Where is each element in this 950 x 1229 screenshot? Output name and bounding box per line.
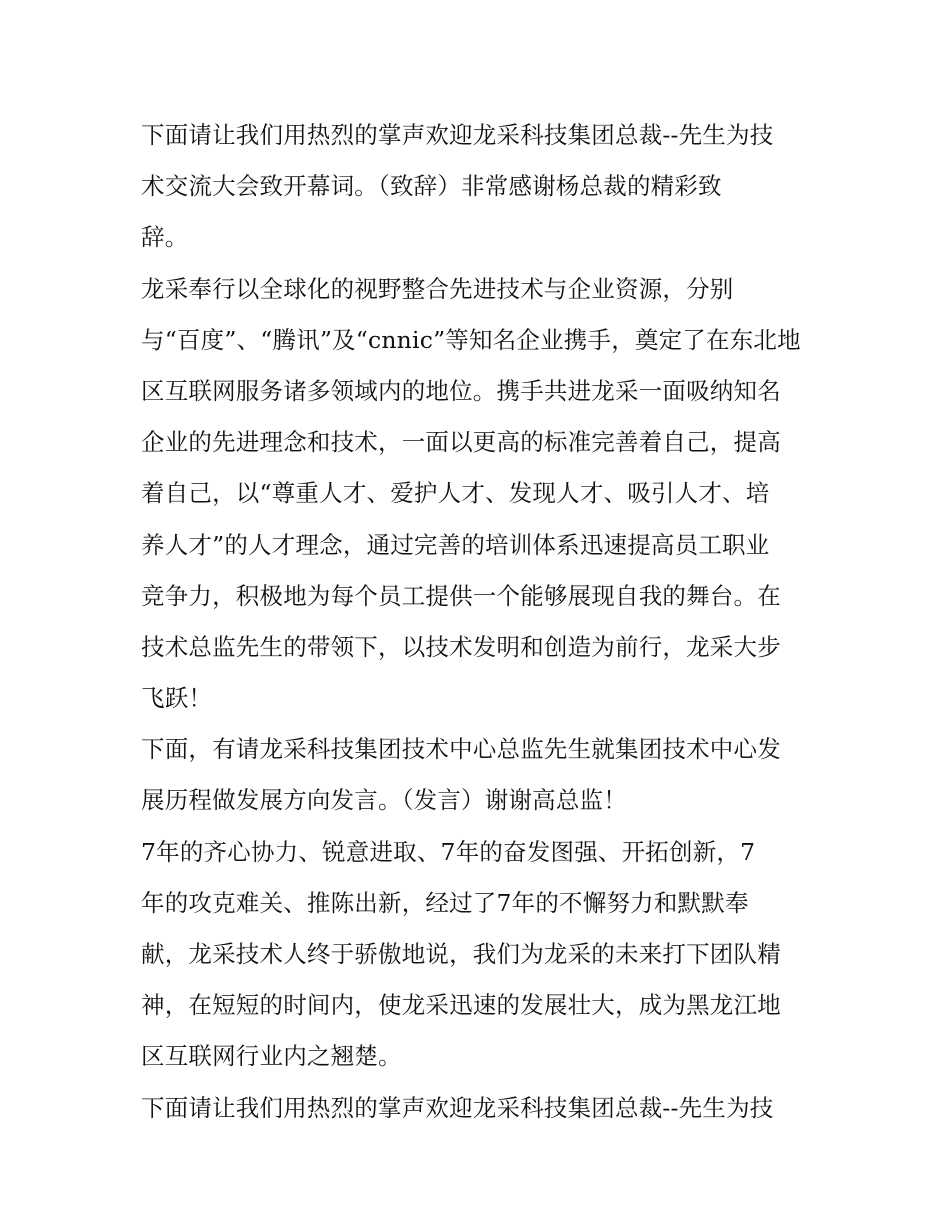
text-line: 龙采奉行以全球化的视野整合先进技术与企业资源，分别	[141, 274, 734, 303]
text-line: 区互联网服务诸多领域内的地位。携手共进龙采一面吸纳知名	[141, 376, 781, 405]
text-line: 献，龙采技术人终于骄傲地说，我们为龙采的未来打下团队精	[141, 940, 781, 968]
text-line: 竞争力，积极地为每个员工提供一个能够展现自我的舞台。在	[141, 581, 781, 610]
text-line: 神，在短短的时间内，使龙采迅速的发展壮大，成为黑龙江地	[141, 991, 781, 1020]
text-line: 年的攻克难关、推陈出新，经过了7年的不懈努力和默默奉	[141, 888, 749, 917]
text-line: 与“百度”、“腾讯”及“cnnic”等知名企业携手，奠定了在东北地	[141, 325, 801, 354]
text-line: 辞。	[141, 223, 189, 252]
text-line: 下面请让我们用热烈的掌声欢迎龙采科技集团总裁--先生为技	[141, 1093, 774, 1122]
text-line: 展历程做发展方向发言。（发言）谢谢高总监！	[141, 786, 627, 815]
text-line: 下面，有请龙采科技集团技术中心总监先生就集团技术中心发	[141, 735, 781, 764]
text-line: 技术总监先生的带领下，以技术发明和创造为前行，龙采大步	[141, 632, 781, 661]
text-line: 企业的先进理念和技术，一面以更高的标准完善着自己，提高	[141, 428, 781, 457]
document-body	[141, 110, 821, 1134]
text-line: 区互联网行业内之翘楚。	[141, 1042, 402, 1071]
text-line: 7年的齐心协力、锐意进取、7年的奋发图强、开拓创新，7	[141, 837, 756, 866]
text-line: 着自己，以“尊重人才、爱护人才、发现人才、吸引人才、培	[141, 479, 770, 508]
text-line: 养人才”的人才理念，通过完善的培训体系迅速提高员工职业	[141, 530, 770, 559]
text-line: 术交流大会致开幕词。（致辞）非常感谢杨总裁的精彩致	[141, 172, 722, 201]
text-line: 飞跃！	[141, 684, 213, 713]
text-line: 下面请让我们用热烈的掌声欢迎龙采科技集团总裁--先生为技	[141, 121, 774, 149]
